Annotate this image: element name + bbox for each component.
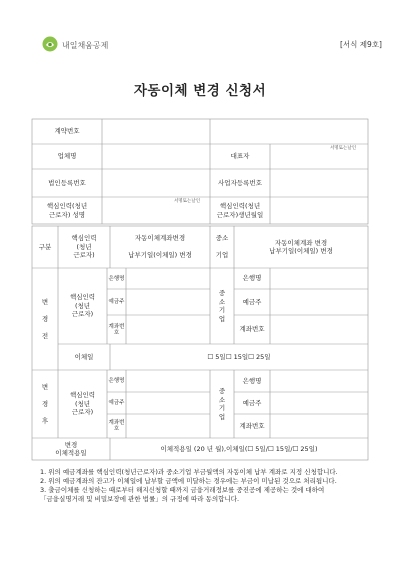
after-sme-holder-label: 예금주	[242, 398, 262, 407]
before-bank-label: 은행명	[108, 275, 125, 282]
sme-col-label: 중소 기업	[215, 234, 229, 260]
corp-reg-field[interactable]	[102, 169, 210, 197]
before-sme-bank-label: 은행명	[242, 274, 262, 283]
after-bank-field[interactable]	[126, 370, 210, 392]
before-sme-account-label: 계좌번호	[239, 325, 265, 334]
apply-date-value[interactable]: 이체적용일 (20 년 월),이체일(☐ 5일/☐ 15일/☐ 25일)	[160, 444, 318, 453]
transfer-day-options[interactable]: ☐ 5일☐ 15일☐ 25일	[207, 352, 271, 361]
after-sme-account-field[interactable]	[270, 414, 368, 438]
worker-birth-label: 핵심인력(청년 근로자)생년월일	[216, 202, 264, 219]
form-number: [서식 제9호]	[340, 40, 382, 49]
before-sme-label: 중 소 기 업	[218, 289, 226, 323]
worker-sign-note: 서명또는날인	[173, 198, 201, 204]
after-sme-bank-label: 은행명	[242, 376, 262, 385]
after-worker-label: 핵심인력 (청년 근로자)	[69, 391, 96, 417]
sign-or-seal-note: 서명또는날인	[329, 145, 357, 151]
worker-name-label: 핵심인력(청년 근로자) 성명	[46, 202, 88, 219]
biz-reg-label: 사업자등록번호	[218, 178, 262, 187]
after-holder-field[interactable]	[126, 392, 210, 414]
corp-reg-label: 법인등록번호	[48, 178, 86, 187]
division-label: 구분	[38, 242, 52, 251]
company-name-field[interactable]	[102, 144, 210, 169]
before-label: 변 경 전	[41, 297, 49, 340]
after-account-label: 계좌번호	[108, 420, 125, 432]
worker-col-label: 핵심인력 (청년 근로자)	[71, 234, 97, 260]
before-account-field[interactable]	[126, 315, 210, 344]
note-item: 「금융실명거래 및 비밀보장에 관한 법률」의 규정에 따라 동의합니다.	[40, 495, 240, 503]
after-holder-label: 예금주	[108, 400, 125, 406]
note-item: 2. 위의 예금계좌의 잔고가 이체일에 납부할 금액에 미달하는 경우에는 부금이 미납된 것으로 처리됩니다.	[40, 477, 337, 485]
before-sme-bank-field[interactable]	[270, 268, 368, 289]
before-sme-holder-field[interactable]	[270, 289, 368, 315]
consent-notes	[40, 468, 370, 504]
after-sme-account-label: 계좌번호	[239, 421, 265, 430]
after-bank-label: 은행명	[108, 378, 125, 384]
worker-change-desc: 자동이체계좌변경 납부기일(이체일) 변경	[128, 234, 192, 260]
after-account-field[interactable]	[126, 414, 210, 438]
after-sme-holder-field[interactable]	[270, 392, 368, 414]
after-sme-label: 중 소 기 업	[218, 387, 226, 421]
note-item: 3. 출금이체를 신청하는 때로부터 해지신청할 때까지 금융거래정보를 중진공에 제공하는 것에 대하여	[40, 486, 325, 494]
before-sme-account-field[interactable]	[270, 315, 368, 344]
before-worker-label: 핵심인력 (청년 근로자)	[69, 293, 96, 319]
company-name-label: 업체명	[57, 152, 77, 161]
contract-no-label: 계약번호	[54, 127, 80, 136]
worker-birth-field[interactable]	[270, 197, 368, 224]
after-sme-bank-field[interactable]	[270, 370, 368, 392]
before-sme-holder-label: 예금주	[242, 297, 262, 306]
before-bank-field[interactable]	[126, 268, 210, 289]
sme-change-desc: 자동이체계좌 변경 납부기일(이체일) 변경	[269, 238, 333, 255]
apply-date-label: 변경 이체적용일	[55, 440, 87, 457]
biz-reg-field[interactable]	[270, 169, 368, 197]
page-title: 자동이체 변경 신청서	[133, 83, 267, 99]
representative-label: 대표자	[230, 152, 250, 161]
before-account-label: 계좌번호	[108, 323, 125, 336]
note-item: 1. 위의 예금계좌를 핵심인력(청년근로자)과 중소기업 부금월액의 자동이체 납부 계좌로 지정 신청합니다.	[40, 468, 338, 476]
after-label: 변 경 후	[41, 382, 49, 425]
before-holder-label: 예금주	[108, 299, 125, 305]
org-name: 내일채움공제	[62, 41, 109, 50]
contract-no-field[interactable]	[102, 119, 210, 144]
before-holder-field[interactable]	[126, 289, 210, 315]
transfer-day-label: 이체일	[74, 352, 94, 361]
